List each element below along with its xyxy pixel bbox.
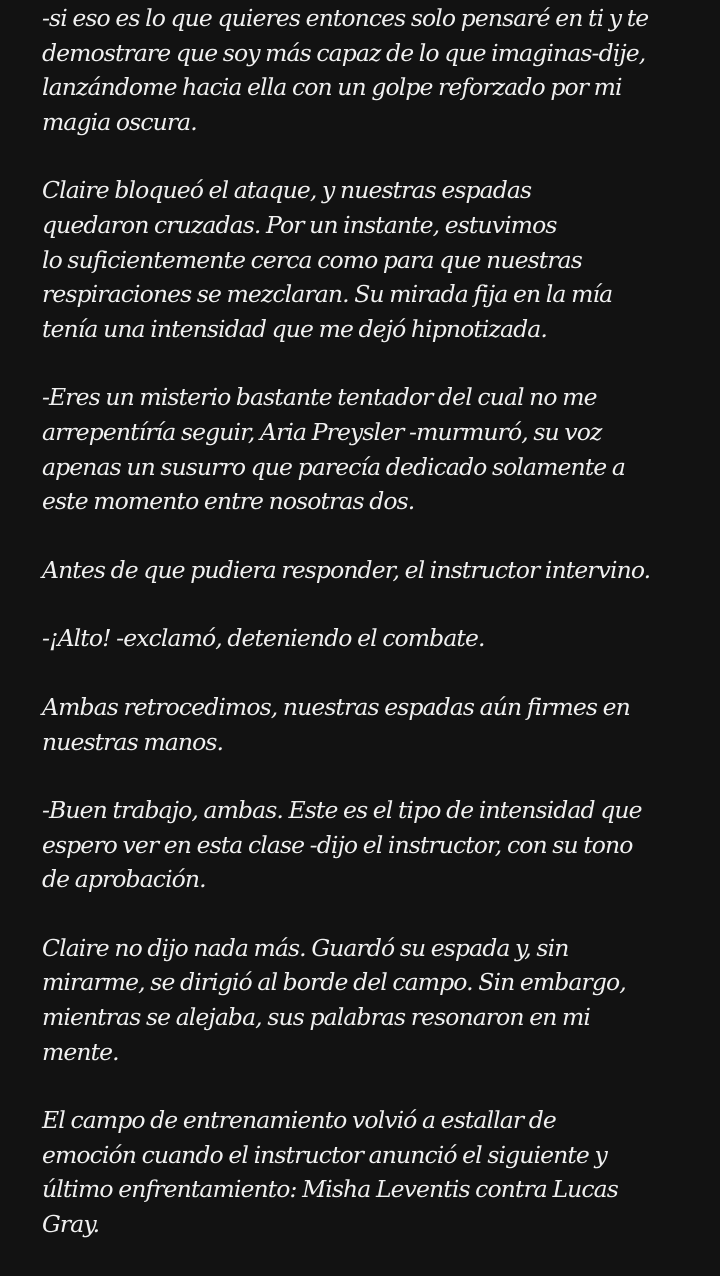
text-line: Antes de que pudiera responder, el instructor intervino. [42, 555, 651, 584]
paragraph [42, 173, 678, 346]
text-line: mientras se alejaba, sus palabras resonaron en mi [42, 1003, 591, 1032]
paragraph [42, 380, 678, 518]
text-line: mirarme, se dirigió al borde del campo. Sin embargo, [42, 968, 626, 997]
text-line: nuestras manos. [42, 727, 224, 756]
text-line: emoción cuando el instructor anunció el siguiente y [42, 1140, 607, 1169]
text-line: El campo de entrenamiento volvió a estallar de [42, 1106, 556, 1135]
text-line: Claire no dijo nada más. Guardó su espada y, sin [42, 933, 569, 962]
paragraph [42, 793, 678, 897]
text-line: Claire bloqueó el ataque, y nuestras espadas [42, 176, 532, 205]
text-line: mente. [42, 1037, 119, 1066]
paragraph [42, 553, 678, 588]
text-line: Gray. [42, 1210, 100, 1239]
text-line: demostrare que soy más capaz de lo que imaginas-dije, [42, 38, 646, 67]
text-line: -Buen trabajo, ambas. Este es el tipo de intensidad que [42, 796, 642, 825]
paragraph [42, 690, 678, 759]
text-line: magia oscura. [42, 107, 197, 136]
text-line: lo suficientemente cerca como para que nuestras [42, 245, 582, 274]
text-line: quedaron cruzadas. Por un instante, estuvimos [42, 210, 557, 239]
text-line: -Eres un misterio bastante tentador del cual no me [42, 383, 597, 412]
text-line: tenía una intensidad que me dejó hipnotizada. [42, 314, 547, 343]
text-line: -¡Alto! -exclamó, deteniendo el combate. [42, 624, 485, 653]
text-line: lanzándome hacia ella con un golpe reforzado por mi [42, 73, 622, 102]
story-text [42, 1, 678, 1276]
paragraph [42, 621, 678, 656]
text-line: apenas un susurro que parecía dedicado solamente a [42, 452, 625, 481]
text-line: respiraciones se mezclaran. Su mirada fija en la mía [42, 280, 613, 309]
text-line: de aprobación. [42, 865, 206, 894]
paragraph [42, 1, 678, 139]
text-line: último enfrentamiento: Misha Leventis contra Lucas [42, 1175, 618, 1204]
text-line: este momento entre nosotras dos. [42, 487, 415, 516]
text-line: arrepentíría seguir, Aria Preysler -murmuró, su voz [42, 417, 602, 446]
text-line: Ambas retrocedimos, nuestras espadas aún firmes en [42, 692, 630, 721]
text-line: espero ver en esta clase -dijo el instructor, con su tono [42, 830, 633, 859]
paragraph [42, 1103, 678, 1241]
text-line: -si eso es lo que quieres entonces solo pensaré en ti y te [42, 4, 649, 32]
paragraph [42, 931, 678, 1069]
